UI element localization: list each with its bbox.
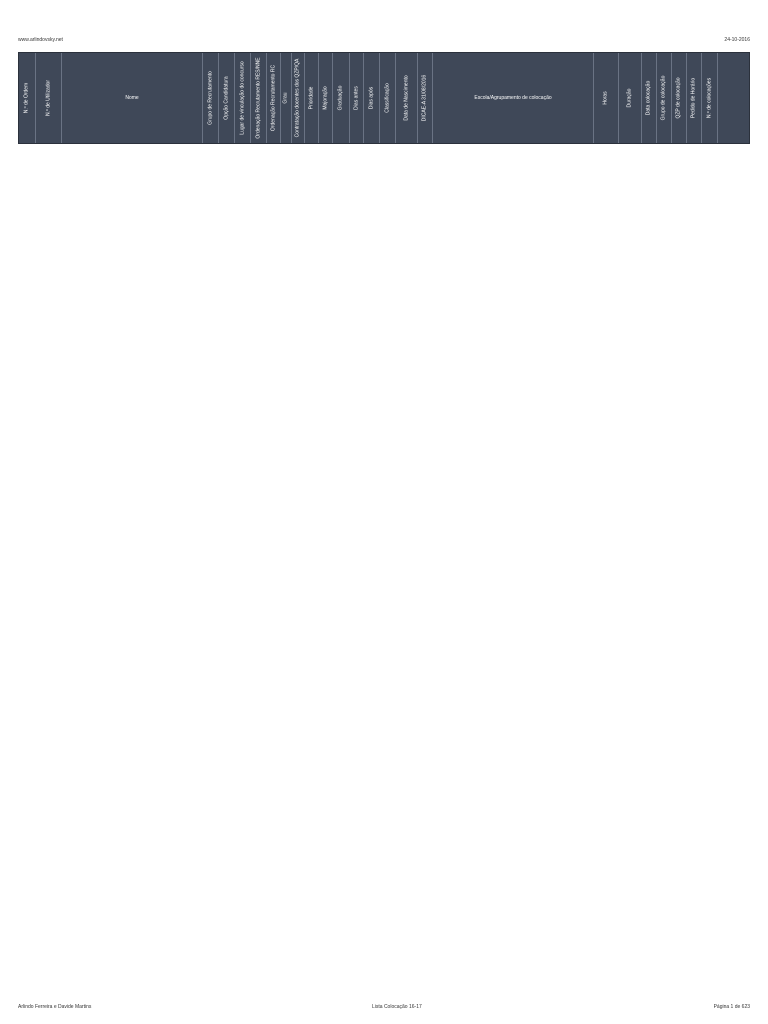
- column-header-label: QZP de colocação: [675, 77, 682, 119]
- column-header: [36, 53, 62, 143]
- column-header-label: Opção Candidatura: [223, 76, 229, 120]
- column-header-label: Grupo de colocação: [660, 75, 667, 121]
- footer-list-title: Lista Colocação 16-17: [372, 1004, 422, 1010]
- column-header: [203, 53, 219, 143]
- column-header-label: Graduação: [337, 85, 344, 111]
- column-header: [281, 53, 292, 143]
- column-header: [672, 53, 687, 143]
- column-header-label: Ordenação Recrutamento RES/NNE: [255, 57, 261, 139]
- column-header: [19, 53, 36, 143]
- column-header: [657, 53, 672, 143]
- column-header-label: Escola/Agrupamento de colocação: [474, 95, 552, 101]
- column-header-label: Contratação docentes dos QZP/QA: [294, 58, 301, 138]
- column-header: [364, 53, 380, 143]
- column-header-label: Nome: [125, 95, 139, 101]
- column-header-label: Duração: [626, 88, 633, 108]
- column-header: [235, 53, 251, 143]
- column-header: [305, 53, 319, 143]
- column-header-label: N.º de Ordem: [23, 82, 30, 114]
- footer-authors: Arlindo Ferreira e Davide Martins: [18, 1004, 92, 1010]
- column-header: [333, 53, 350, 143]
- column-header: [702, 53, 718, 143]
- column-header: [62, 53, 203, 143]
- column-header-label: Grau: [282, 92, 289, 104]
- table-header: [18, 52, 750, 144]
- column-header-label: Horas: [602, 91, 609, 105]
- column-header-label: Data de Nascimento: [403, 75, 409, 121]
- column-header: [619, 53, 642, 143]
- column-header: [380, 53, 396, 143]
- column-header: [319, 53, 333, 143]
- column-header: [642, 53, 657, 143]
- column-header: [687, 53, 702, 143]
- column-header: [418, 53, 433, 143]
- footer-page-info: Página 1 de 623: [713, 1004, 750, 1010]
- column-header-label: Ordenação Recrutamento RC: [270, 64, 276, 132]
- column-header-label: N.º de Utilizador: [45, 79, 51, 117]
- document-date: 24-10-2016: [724, 37, 750, 43]
- column-header: [292, 53, 305, 143]
- column-header-label: Pedido de Horário: [690, 77, 697, 119]
- column-header: [396, 53, 418, 143]
- column-header: [594, 53, 619, 143]
- placement-table: [18, 52, 750, 144]
- column-header-label: Dias antes: [353, 86, 359, 110]
- column-header-label: Grupo de Recrutamento: [207, 71, 213, 125]
- column-header-label: Data colocação: [645, 80, 652, 116]
- column-header-label: Lugar de vinculação do concurso: [239, 61, 245, 135]
- column-header-label: Dias após: [368, 86, 374, 110]
- column-header: [433, 53, 594, 143]
- column-header-label: DICAE-A 31/08/2016: [421, 74, 428, 122]
- column-header: [219, 53, 235, 143]
- column-header: [251, 53, 267, 143]
- column-header: [267, 53, 281, 143]
- column-header-label: Majoração: [322, 86, 328, 110]
- source-url[interactable]: www.arlindovsky.net: [18, 37, 63, 43]
- column-header-label: Classificação: [384, 83, 390, 113]
- column-header-label: Prioridade: [308, 86, 314, 110]
- column-header-label: N.º de colocações: [706, 77, 712, 119]
- column-header: [350, 53, 364, 143]
